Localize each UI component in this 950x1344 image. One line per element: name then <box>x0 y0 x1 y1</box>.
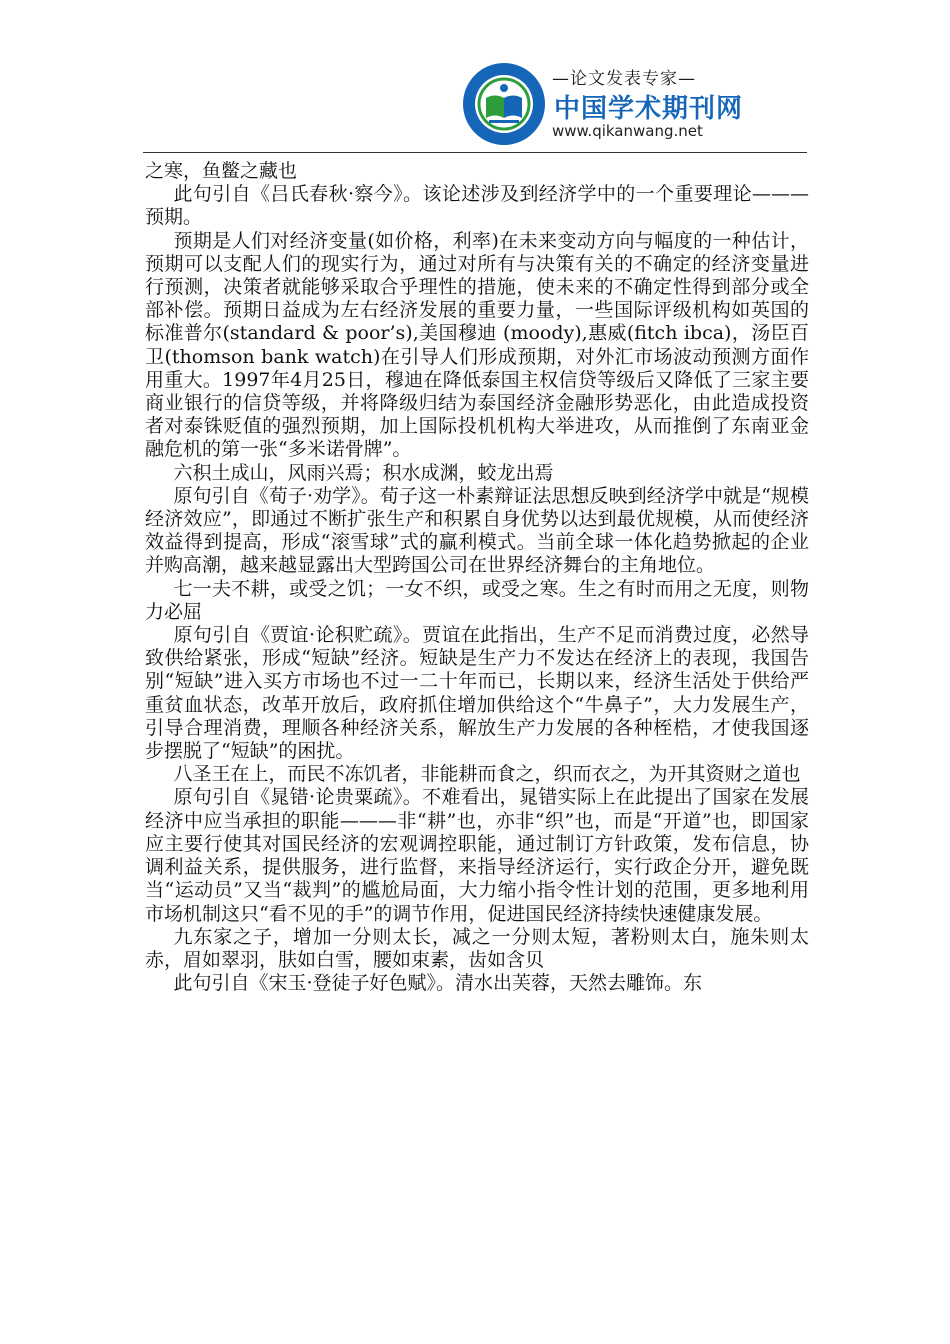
logo-title: 中国学术期刊网 <box>554 94 744 124</box>
paragraph: 此句引自《吕氏春秋·察今》。该论述涉及到经济学中的一个重要理论———预期。 <box>145 183 809 229</box>
logo-emblem-icon <box>462 62 546 146</box>
section-heading: 七一夫不耕，或受之饥；一女不织，或受之寒。生之有时而用之无度，则物力必屈 <box>145 577 809 623</box>
section-heading: 八圣王在上，而民不冻饥者，非能耕而食之，织而衣之，为开其资财之道也 <box>173 763 801 786</box>
logo-url[interactable]: www.qikanwang.net <box>552 122 703 140</box>
article-body <box>145 160 809 995</box>
paragraph: 原句引自《荀子·劝学》。荀子这一朴素辩证法思想反映到经济学中就是“规模经济效应”，即通过不断扩张生产和积累自身优势以达到最优规模，从而使经济效益得到提高，形成“滚雪球”式的赢利模式。当前全球一体化趋势掀起的企业并购高潮，越来越显露出大型跨国公司在世界经济舞台的主角地位。 <box>145 484 809 577</box>
site-logo[interactable] <box>462 60 744 160</box>
section-heading: 九东家之子，增加一分则太长，减之一分则太短，著粉则太白，施朱则太赤，眉如翠羽，肤如白雪，腰如束素，齿如含贝 <box>145 925 809 971</box>
paragraph: 原句引自《贾谊·论积贮疏》。贾谊在此指出，生产不足而消费过度，必然导致供给紧张，形成“短缺”经济。短缺是生产力不发达在经济上的表现，我国告别“短缺”进入买方市场也不过一二十年而已，长期以来，经济生活处于供给严重贫血状态，改革开放后，政府抓住增加供给这个“牛鼻子”，大力发展生产，引导合理消费，理顺各种经济关系，解放生产力发展的各种桎梏，才使我国逐步摆脱了“短缺”的困扰。 <box>145 624 809 763</box>
page-header <box>0 0 950 160</box>
paragraph: 原句引自《晁错·论贵粟疏》。不难看出，晁错实际上在此提出了国家在发展经济中应当承担的职能———非“耕”也，亦非“织”也，而是“开道”也，即国家应主要行使其对国民经济的宏观调控职能，通过制订方针政策，发布信息，协调利益关系，提供服务，进行监督，来指导经济运行，实行政企分开，避免既当“运动员”又当“裁判”的尴尬局面，大力缩小指令性计划的范围，更多地利用市场机制这只“看不见的手”的调节作用，促进国民经济持续快速健康发展。 <box>145 786 809 925</box>
paragraph: 预期是人们对经济变量(如价格，利率)在未来变动方向与幅度的一种估计，预期可以支配人们的现实行为，通过对所有与决策有关的不确定的经济变量进行预测，决策者就能够采取合乎理性的措施，使未来的不确定性得到部分或全部补偿。预期日益成为左右经济发展的重要力量，一些国际评级机构如英国的标准普尔(standard & poor’s),美国穆迪 (moody),惠威(fitch ibca)，汤臣百卫(thomson bank watch)在引导人们形成预期，对外汇市场波动预测方面作用重大。1997年4月25日，穆迪在降低泰国主权信贷等级后又降低了三家主要商业银行的信贷等级，并将降级归结为泰国经济金融形势恶化，由此造成投资者对泰铢贬值的强烈预期，加上国际投机机构大举进攻，从而推倒了东南亚金融危机的第一张“多米诺骨牌”。 <box>145 229 809 461</box>
section-heading: 六积土成山，风雨兴焉；积水成渊，蛟龙出焉 <box>173 461 554 484</box>
paragraph: 之寒，鱼鳖之藏也 <box>145 160 298 182</box>
paragraph: 此句引自《宋玉·登徒子好色赋》。清水出芙蓉，天然去雕饰。东 <box>173 972 703 995</box>
header-divider <box>143 152 807 153</box>
logo-tagline: —论文发表专家— <box>552 69 696 89</box>
